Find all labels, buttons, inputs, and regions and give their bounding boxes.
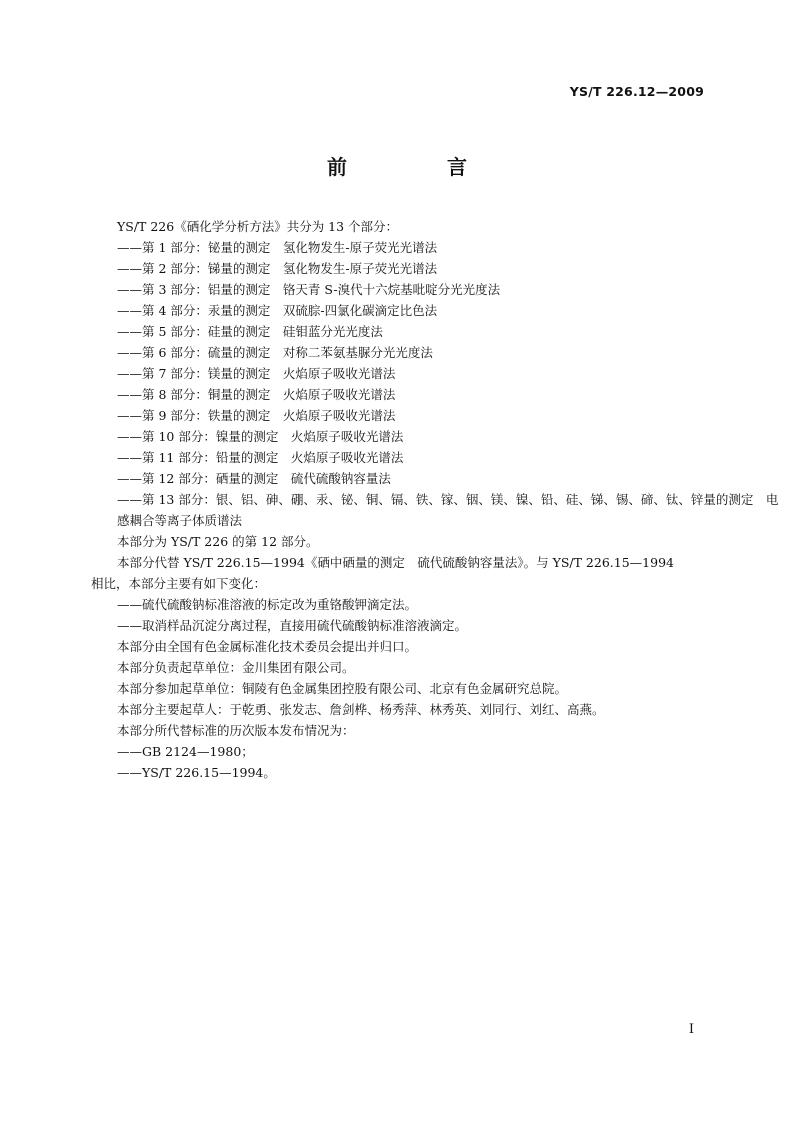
standard-code: YS/T 226.12—2009 <box>569 84 704 99</box>
replaces-paragraph-line-1: 本部分代替 YS/T 226.15—1994《硒中硒量的测定 硫代硫酸钠容量法》。与 YS/T 226.15—1994 <box>117 555 674 570</box>
list-item-part-5: ——第 5 部分：硅量的测定 硅钼蓝分光光度法 <box>117 324 383 339</box>
history-item-1: ——GB 2124—1980； <box>117 744 254 759</box>
list-item-part-7: ——第 7 部分：镁量的测定 火焰原子吸收光谱法 <box>117 366 396 381</box>
change-item-1: ——硫代硫酸钠标准溶液的标定改为重铬酸钾滴定法。 <box>117 597 418 612</box>
list-item-part-10: ——第 10 部分：镍量的测定 火焰原子吸收光谱法 <box>117 429 404 444</box>
history-item-2: ——YS/T 226.15—1994。 <box>117 765 276 780</box>
list-item-part-12: ——第 12 部分：硒量的测定 硫代硫酸钠容量法 <box>117 471 391 486</box>
list-item-part-4: ——第 4 部分：汞量的测定 双硫腙-四氯化碳滴定比色法 <box>117 303 438 318</box>
list-item-part-13-line-2: 感耦合等离子体质谱法 <box>117 513 243 528</box>
document-body <box>91 216 779 783</box>
list-item-part-13-line-1: ——第 13 部分：银、铝、砷、硼、汞、铋、铜、镉、铁、镓、铟、镁、镍、铅、硅、锑、锡、碲、钛、锌量的测定 电 <box>117 492 779 507</box>
co-drafted-by-paragraph: 本部分参加起草单位：铜陵有色金属集团控股有限公司、北京有色金属研究总院。 <box>117 681 568 696</box>
drafters-paragraph: 本部分主要起草人：于乾勇、张发志、詹剑桦、杨秀萍、林秀英、刘同行、刘红、高燕。 <box>117 702 605 717</box>
proposed-by-paragraph: 本部分由全国有色金属标准化技术委员会提出并归口。 <box>117 639 418 654</box>
replaces-paragraph-line-2: 相比，本部分主要有如下变化： <box>91 576 267 591</box>
drafted-by-paragraph: 本部分负责起草单位：金川集团有限公司。 <box>117 660 355 675</box>
page-title: 前 言 <box>327 155 507 179</box>
list-item-part-3: ——第 3 部分：铝量的测定 铬天青 S-溴代十六烷基吡啶分光光度法 <box>117 282 501 297</box>
list-item-part-2: ——第 2 部分：锑量的测定 氢化物发生-原子荧光光谱法 <box>117 261 438 276</box>
list-item-part-9: ——第 9 部分：铁量的测定 火焰原子吸收光谱法 <box>117 408 396 423</box>
list-item-part-11: ——第 11 部分：铅量的测定 火焰原子吸收光谱法 <box>117 450 404 465</box>
history-intro-paragraph: 本部分所代替标准的历次版本发布情况为： <box>117 723 355 738</box>
intro-paragraph: YS/T 226《硒化学分析方法》共分为 13 个部分： <box>117 219 399 234</box>
list-item-part-1: ——第 1 部分：铋量的测定 氢化物发生-原子荧光光谱法 <box>117 240 438 255</box>
list-item-part-6: ——第 6 部分：硫量的测定 对称二苯氨基脲分光光度法 <box>117 345 433 360</box>
this-part-paragraph: 本部分为 YS/T 226 的第 12 部分。 <box>117 534 319 549</box>
page-number: I <box>688 1022 694 1037</box>
list-item-part-8: ——第 8 部分：铜量的测定 火焰原子吸收光谱法 <box>117 387 396 402</box>
change-item-2: ——取消样品沉淀分离过程，直接用硫代硫酸钠标准溶液滴定。 <box>117 618 468 633</box>
